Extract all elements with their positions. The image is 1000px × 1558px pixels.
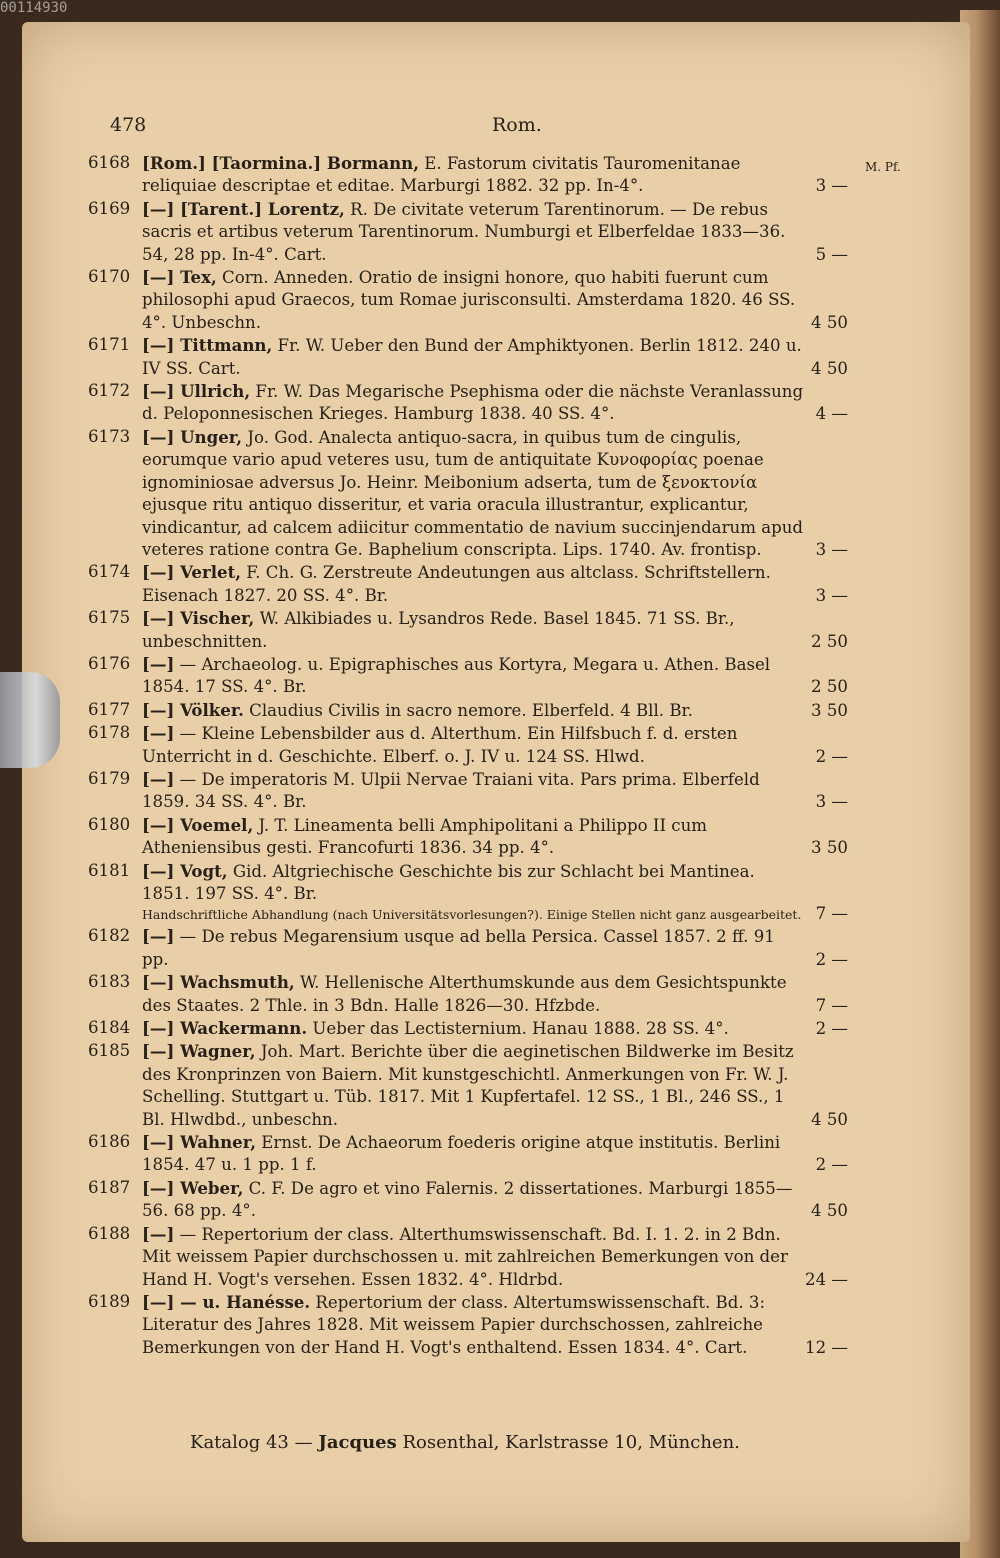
- entry-author: [—]: [142, 653, 175, 674]
- entry-number: 6172: [88, 381, 131, 401]
- entry-text: [142, 722, 804, 768]
- entry-price: 2 —: [815, 746, 848, 766]
- entry-description: — Kleine Lebensbilder aus d. Alterthum. Ein Hilfsbuch f. d. ersten Unterricht in d. Geschichte. Elberf. o. J. IV u. 124 SS. Hlwd.: [142, 724, 738, 766]
- entry-price: 12 —: [805, 1337, 848, 1357]
- entry-text: [142, 380, 804, 426]
- entry-price: 24 —: [805, 1269, 848, 1289]
- entry-description: C. F. De agro et vino Falernis. 2 dissertationes. Marburgi 1855—56. 68 pp. 4°.: [142, 1178, 793, 1221]
- entry-price: 4 50: [811, 1201, 848, 1221]
- entry-description: Fr. W. Das Megarische Psephisma oder die nächste Veranlassung d. Peloponnesischen Krieges. Hamburg 1838. 40 SS. 4°.: [142, 382, 804, 424]
- entry-number: 6179: [88, 768, 131, 788]
- entry-price: 4 —: [815, 404, 848, 424]
- entry-price: 4 50: [811, 358, 848, 378]
- catalog-entry: [88, 971, 948, 1017]
- entry-author: [—]: [142, 1223, 175, 1244]
- entry-description: Ueber das Lectisternium. Hanau 1888. 28 SS. 4°.: [307, 1019, 729, 1039]
- entry-price: 3 —: [815, 176, 848, 196]
- entry-description: W. Hellenische Alterthumskunde aus dem Gesichtspunkte des Staates. 2 Thle. in 3 Bdn. Halle 1826—30. Hfzbde.: [142, 973, 787, 1015]
- entry-price: 2 —: [815, 1019, 848, 1039]
- entry-text: [142, 653, 804, 699]
- entry-number: 6173: [88, 426, 131, 446]
- entry-price: 7 —: [815, 995, 848, 1015]
- entry-author: [—] Voemel,: [142, 814, 254, 835]
- entry-price: 3 50: [811, 700, 848, 720]
- entry-text: [142, 1177, 804, 1223]
- entry-number: 6174: [88, 562, 131, 582]
- entry-description: J. T. Lineamenta belli Amphipolitani a Philippo II cum Atheniensibus gesti. Francofurti 1836. 34 pp. 4°.: [142, 815, 708, 858]
- catalog-entry: [88, 722, 948, 768]
- entry-number: 6180: [88, 814, 131, 834]
- entry-list: [88, 152, 948, 1359]
- entry-text: [142, 561, 804, 607]
- entry-text: [142, 426, 804, 561]
- catalog-entry: [88, 1291, 948, 1359]
- entry-number: 6183: [88, 972, 131, 992]
- footer-prefix: Katalog 43 —: [190, 1432, 319, 1453]
- entry-number: 6186: [88, 1132, 131, 1152]
- entry-description: Ernst. De Achaeorum foederis origine atque institutis. Berlini 1854. 47 u. 1 pp. 1 f.: [142, 1133, 781, 1175]
- entry-description: — Repertorium der class. Alterthumswissenschaft. Bd. I. 1. 2. in 2 Bdn. Mit weissem Papier durchschossen u. mit zahlreichen Bemerkungen von der Hand H. Vogt's versehen. Essen 1832. 4°. Hldrbd.: [142, 1224, 788, 1289]
- entry-price: 2 —: [815, 1155, 848, 1175]
- entry-note: Handschriftliche Abhandlung (nach Universitätsvorlesungen?). Einige Stellen nicht ganz ausgearbeitet.: [142, 907, 802, 923]
- entry-author: [—]: [142, 723, 175, 744]
- entry-text: [142, 1131, 804, 1177]
- entry-text: [142, 1291, 804, 1359]
- catalog-entry: [88, 334, 948, 380]
- page-number: 478: [110, 114, 147, 136]
- catalog-entry: [88, 1017, 948, 1040]
- entry-price: 4 50: [811, 312, 848, 332]
- entry-text: [142, 925, 804, 971]
- catalog-entry: [88, 266, 948, 334]
- entry-author: [—] Tex,: [142, 267, 217, 288]
- catalog-entry: [88, 1223, 948, 1291]
- entry-author: [—] Völker.: [142, 699, 244, 720]
- entry-author: [—] Wachsmuth,: [142, 972, 295, 993]
- entry-author: [—] Wagner,: [142, 1041, 256, 1062]
- entry-description: Jo. God. Analecta antiquo-sacra, in quibus tum de cingulis, eorumque vario apud veteres usu, tum de antiquitate Κυνοφορίας poenae ignominiosae adversus Jo. Heinr. Meibonium adserta, tum de ξενοκτονία ejusque ritu antiquo disseritur, et varia oracula illustrantur, explicantur, vindicantur, ad calcem adiicitur commentatio de navium succinjendarum apud veteres ratione contra Ge. Baphelium conscripta. Lips. 1740. Av. frontisp.: [142, 427, 804, 559]
- catalog-entry: [88, 380, 948, 426]
- entry-price: 2 50: [811, 677, 848, 697]
- entry-author: [—] Vogt,: [142, 860, 228, 881]
- entry-author: [—]: [142, 768, 175, 789]
- catalog-entry: [88, 699, 948, 722]
- entry-description: W. Alkibiades u. Lysandros Rede. Basel 1845. 71 SS. Br., unbeschnitten.: [142, 609, 735, 651]
- catalog-entry: [88, 561, 948, 607]
- entry-number: 6181: [88, 860, 131, 880]
- entry-price: 5 —: [815, 244, 848, 264]
- scan-id: 00114930: [0, 0, 68, 16]
- entry-author: [—]: [142, 926, 175, 947]
- footer-rest: Rosenthal, Karlstrasse 10, München.: [396, 1432, 740, 1453]
- footer-name: Jacques: [318, 1432, 397, 1453]
- entry-text: [142, 152, 804, 198]
- entry-description: — Archaeolog. u. Epigraphisches aus Kortyra, Megara u. Athen. Basel 1854. 17 SS. 4°. Br.: [142, 654, 771, 697]
- entry-author: [—] Verlet,: [142, 562, 242, 583]
- catalog-entry: [88, 814, 948, 860]
- entry-author: [—] [Tarent.] Lorentz,: [142, 198, 345, 219]
- catalog-entry: [88, 1040, 948, 1131]
- page-header: [110, 114, 890, 138]
- entry-number: 6187: [88, 1177, 131, 1197]
- catalog-entry: [88, 653, 948, 699]
- catalog-entry: [88, 925, 948, 971]
- entry-text: [142, 198, 804, 266]
- entry-description: R. De civitate veterum Tarentinorum. — De rebus sacris et artibus veterum Tarentinorum. Numburgi et Elberfeldae 1833—36. 54, 28 pp. In-4°. Cart.: [142, 199, 786, 264]
- catalog-entry: [88, 1177, 948, 1223]
- entry-number: 6168: [88, 153, 131, 172]
- entry-description: — De imperatoris M. Ulpii Nervae Traiani vita. Pars prima. Elberfeld 1859. 34 SS. 4°. Br.: [142, 769, 760, 812]
- catalog-entry: [88, 607, 948, 653]
- entry-author: [—] Wackermann.: [142, 1018, 308, 1039]
- entry-price: 3 —: [815, 792, 848, 812]
- entry-author: [—] Ullrich,: [142, 381, 251, 402]
- running-title: Rom.: [492, 114, 542, 136]
- entry-price: 3 50: [811, 838, 848, 858]
- entry-price: 2 50: [811, 631, 848, 651]
- entry-text: [142, 266, 804, 334]
- currency-header: M. Pf.: [865, 160, 901, 174]
- catalog-entry: [88, 198, 948, 266]
- entry-description: Gid. Altgriechische Geschichte bis zur Schlacht bei Mantinea. 1851. 197 SS. 4°. Br.: [142, 861, 755, 903]
- paper-clip: [0, 672, 60, 768]
- entry-description: Repertorium der class. Altertumswissenschaft. Bd. 3: Literatur des Jahres 1828. Mit weissem Papier durchschossen, zahlreiche Bemerkungen von der Hand H. Vogt's enthaltend. Essen 1834. 4°. Cart.: [142, 1292, 766, 1357]
- entry-text: [142, 699, 804, 722]
- entry-number: 6189: [88, 1291, 131, 1311]
- entry-description: — De rebus Megarensium usque ad bella Persica. Cassel 1857. 2 ff. 91 pp.: [142, 927, 775, 969]
- entry-text: [142, 334, 804, 380]
- entry-number: 6175: [88, 608, 131, 628]
- entry-author: [—] Weber,: [142, 1177, 244, 1198]
- entry-number: 6176: [88, 653, 131, 673]
- entry-number: 6169: [88, 198, 131, 218]
- entry-description: F. Ch. G. Zerstreute Andeutungen aus altclass. Schriftstellern. Eisenach 1827. 20 SS. 4°. Br.: [142, 563, 771, 605]
- entry-text: [142, 814, 804, 860]
- entry-text: [142, 860, 804, 926]
- catalog-entry: [88, 152, 948, 198]
- entry-price: 4 50: [811, 1109, 848, 1129]
- entry-number: 6184: [88, 1018, 131, 1038]
- entry-price: 3 —: [815, 585, 848, 605]
- entry-description: E. Fastorum civitatis Tauromenitanae reliquiae descriptae et editae. Marburgi 1882. 32 pp. In-4°.: [142, 154, 741, 196]
- entry-number: 6185: [88, 1041, 131, 1061]
- entry-author: [—] Vischer,: [142, 608, 255, 629]
- entry-text: [142, 607, 804, 653]
- catalog-entry: [88, 1131, 948, 1177]
- entry-price: 3 —: [815, 539, 848, 559]
- entry-author: [—] Wahner,: [142, 1132, 257, 1153]
- entry-description: Claudius Civilis in sacro nemore. Elberfeld. 4 Bll. Br.: [243, 700, 693, 720]
- entry-text: [142, 971, 804, 1017]
- catalog-entry: [88, 860, 948, 926]
- entry-price: 2 —: [815, 949, 848, 969]
- entry-number: 6188: [88, 1223, 131, 1243]
- entry-text: [142, 768, 804, 814]
- entry-author: [—] Tittmann,: [142, 335, 273, 356]
- entry-number: 6171: [88, 335, 131, 355]
- entry-number: 6178: [88, 723, 131, 743]
- entry-text: [142, 1040, 804, 1131]
- entry-number: 6177: [88, 699, 131, 719]
- entry-number: 6170: [88, 267, 131, 287]
- catalog-entry: [88, 426, 948, 561]
- entry-description: Joh. Mart. Berichte über die aeginetischen Bildwerke im Besitz des Kronprinzen von Baiern. Mit kunstgeschichtl. Anmerkungen von Fr. W. J. Schelling. Stuttgart u. Tüb. 1817. Mit 1 Kupfertafel. 12 SS., 1 Bl., 246 SS., 1 Bl. Hlwdbd., unbeschn.: [142, 1042, 794, 1129]
- entry-text: [142, 1017, 804, 1040]
- entry-text: [142, 1223, 804, 1291]
- entry-author: [—] Unger,: [142, 426, 243, 447]
- entry-number: 6182: [88, 926, 131, 946]
- page-footer: [190, 1432, 740, 1453]
- catalog-entry: [88, 768, 948, 814]
- entry-description: Fr. W. Ueber den Bund der Amphiktyonen. Berlin 1812. 240 u. IV SS. Cart.: [142, 336, 802, 378]
- entry-price: 7 —: [815, 904, 848, 923]
- entry-author: [Rom.] [Taormina.] Bormann,: [142, 153, 419, 173]
- entry-author: [—] — u. Hanésse.: [142, 1291, 311, 1312]
- entry-description: Corn. Anneden. Oratio de insigni honore, quo habiti fuerunt cum philosophi apud Graecos, tum Romae jurisconsulti. Amsterdama 1820. 46 SS. 4°. Unbeschn.: [142, 268, 796, 332]
